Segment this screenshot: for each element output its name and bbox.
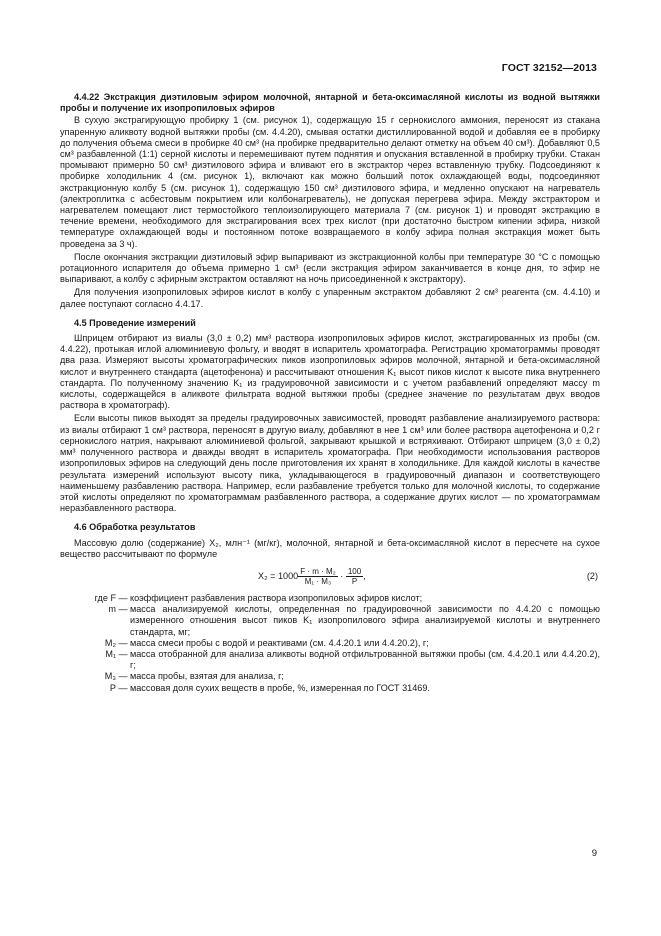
formula-denominator-1: M₁ · M₃ xyxy=(304,576,332,586)
variable-symbol: P xyxy=(109,682,116,693)
variable-row xyxy=(60,638,600,649)
formula-dot: · xyxy=(337,570,346,581)
dash: — xyxy=(118,682,128,693)
formula-expression xyxy=(258,567,366,586)
variable-description: масса анализируемой кислоты, определенная по градуировочной зависимости по 4.4.20 с помощью измеренного отношения высот пиков K₁ изопропилового эфира анализируемой кислоты и внутреннего стандарта, мг; xyxy=(130,604,600,637)
variable-description: масса пробы, взятая для анализа, г; xyxy=(130,671,284,682)
variable-symbol: где F xyxy=(94,592,116,603)
section-4-5-title: 4.5 Проведение измерений xyxy=(74,317,196,328)
formula-denominator-2: P xyxy=(351,576,358,586)
page-content xyxy=(60,92,600,694)
formula-2 xyxy=(60,563,600,591)
formula-tail: , xyxy=(363,570,366,581)
variable-description: масса смеси пробы с водой и реактивами (см. 4.4.20.1 или 4.4.20.2), г; xyxy=(130,637,429,648)
standard-code: ГОСТ 32152—2013 xyxy=(501,62,597,74)
formula-lhs: X₂ = 1000 xyxy=(258,570,299,581)
variable-symbol: M₁ xyxy=(105,648,116,659)
variable-row xyxy=(60,649,600,671)
dash: — xyxy=(118,592,128,603)
paragraph: Если высоты пиков выходят за пределы градуировочных зависимостей, проводят разбавление анализируемого раствора: из виалы отбирают 1 см³ раствора, переносят в другую виалу, добавляют в нее 1 см³ или более раствора ацетофенона и 0,2 г сернокислого натрия, накрывают алюминиевой фольгой, закрывают крышкой и встряхивают. Отбирают шприцем (3,0 ± 0,2) мм³ полученного раствора и дважды вводят в испаритель хроматографа. При необходимости использования растворов изопропиловых эфиров на следующий день после приготовления их хранят в холодильнике. Для каждой кислоты в качестве результата измерений используют высоту пика, укладывающегося в градуировочный диапазон и соответствующего наименьшему разбавлению раствора. Например, если разбавление требуется только для молочной кислоты, то содержание этой кислоты определяют по хроматограммам разбавленного раствора, а содержание других кислот — по хроматограммам неразбавленного раствора. xyxy=(60,413,600,514)
dash: — xyxy=(118,671,128,682)
paragraph: Для получения изопропиловых эфиров кислот в колбу с упаренным экстрактом добавляют 2 см³ реагента (см. 4.4.10) и далее поступают согласно 4.4.17. xyxy=(60,287,600,309)
formula-numerator-1: F · m · M₂ xyxy=(300,566,336,576)
variable-row xyxy=(60,593,600,604)
variable-symbol: M₃ xyxy=(104,671,116,682)
variable-symbol: m xyxy=(108,604,116,615)
paragraph: После окончания экстракции диэтиловый эфир выпаривают из экстракционной колбы при температуре 30 °С с помощью ротационного испарителя до объема примерно 1 см³ (если экстракция эфиром заканчивается в конце дня, то эфир не выпаривают, а колбу с эфирным экстрактом оставляют на ночь присоединенной к экстрактору). xyxy=(60,251,600,285)
variable-row xyxy=(60,604,600,638)
variable-definitions xyxy=(60,593,600,694)
paragraph: Массовую долю (содержание) X₂, млн⁻¹ (мг/кг), молочной, янтарной и бета-оксимасляной кислот в пересчете на сухое вещество рассчитывают по формуле xyxy=(60,537,600,559)
variable-description: массовая доля сухих веществ в пробе, %, измеренная по ГОСТ 31469. xyxy=(130,682,430,693)
variable-symbol: M₂ xyxy=(104,637,116,648)
section-4-4-22-title: 4.4.22 Экстракция диэтиловым эфиром молочной, янтарной и бета-оксимасляной кислоты из водной вытяжки пробы и получение их изопропиловых эфиров xyxy=(60,92,600,114)
formula-fraction-1 xyxy=(298,567,338,586)
variable-description: масса отобранной для анализа аликвоты водной отфильтрованной вытяжки пробы (см. 4.4.20.1 или 4.4.20.2), г; xyxy=(130,648,600,671)
page-number: 9 xyxy=(591,848,597,859)
formula-number: (2) xyxy=(586,570,598,581)
paragraph: Шприцем отбирают из виалы (3,0 ± 0,2) мм³ раствора изопропиловых эфиров кислот, экстрагированных из пробы (см. 4.4.22), протыкая иглой алюминиевую фольгу, и вводят в испаритель хроматографа. Регистрацию хроматограммы проводят два раза. Измеряют высоты хроматографических пиков изопропиловых эфиров молочной, янтарной и бета-оксимасляной кислот и внутреннего стандарта (ацетофенона) и рассчитывают отношения K₁ высот пиков кислот к высоте пика внутреннего стандарта. По полученному значению K₁ из градуировочной зависимости и с учетом разбавлений определяют массу m кислоты, содержащейся в аликвоте фильтрата водной вытяжки пробы (среднее значение по результатам двух вводов раствора в хроматограф). xyxy=(60,333,600,411)
variable-description: коэффициент разбавления раствора изопропиловых эфиров кислот; xyxy=(130,592,423,603)
dash: — xyxy=(118,648,128,659)
section-4-6-title: 4.6 Обработка результатов xyxy=(74,522,196,533)
formula-fraction-2 xyxy=(346,567,363,586)
paragraph: В сухую экстрагирующую пробирку 1 (см. рисунок 1), содержащую 15 г сернокислого аммония, переносят из стакана упаренную аликвоту водной вытяжки пробы (см. 4.4.20), смывая остатки дистиллированной водой и добавляя ее в пробирку до получения объема смеси в пробирке 40 см³ (на пробирке предварительно делают отметку на объем 40 см³). Добавляют 0,5 см³ разбавленной (1:1) серной кислоты и перемешивают путем поднятия и опускания вставленной в пробирку трубки. Стакан промывают примерно 50 см³ диэтилового эфира и вливают его в экстрактор через вставленную трубку. Подсоединяют к пробирке холодильник 4 (см. рисунок 1), включают как можно больший поток охлаждающей воды, подсоединяют экстракционную колбу 5 (см. рисунок 1), содержащую 150 см³ диэтилового эфира, и медленно опускают на нагреватель (электроплитка с асбестовым покрытием или колбонагреватель), не допуская перегрева эфира. Между экстрактором и нагревателем помещают лист термостойкого теплоизолирующего материала 7 (см. рисунок 1) и проводят экстракцию в течение времени, необходимого для экстрагирования всех трех кислот (при достаточно быстром кипении эфира, низкой температуре охлаждающей воды и постоянном потоке возвращаемого в колбу эфира полная экстракция может быть проведена за 3 ч). xyxy=(60,115,600,249)
formula-numerator-2: 100 xyxy=(347,566,362,576)
dash: — xyxy=(118,637,128,648)
variable-row xyxy=(60,671,600,682)
dash: — xyxy=(118,604,128,615)
variable-row xyxy=(60,683,600,694)
